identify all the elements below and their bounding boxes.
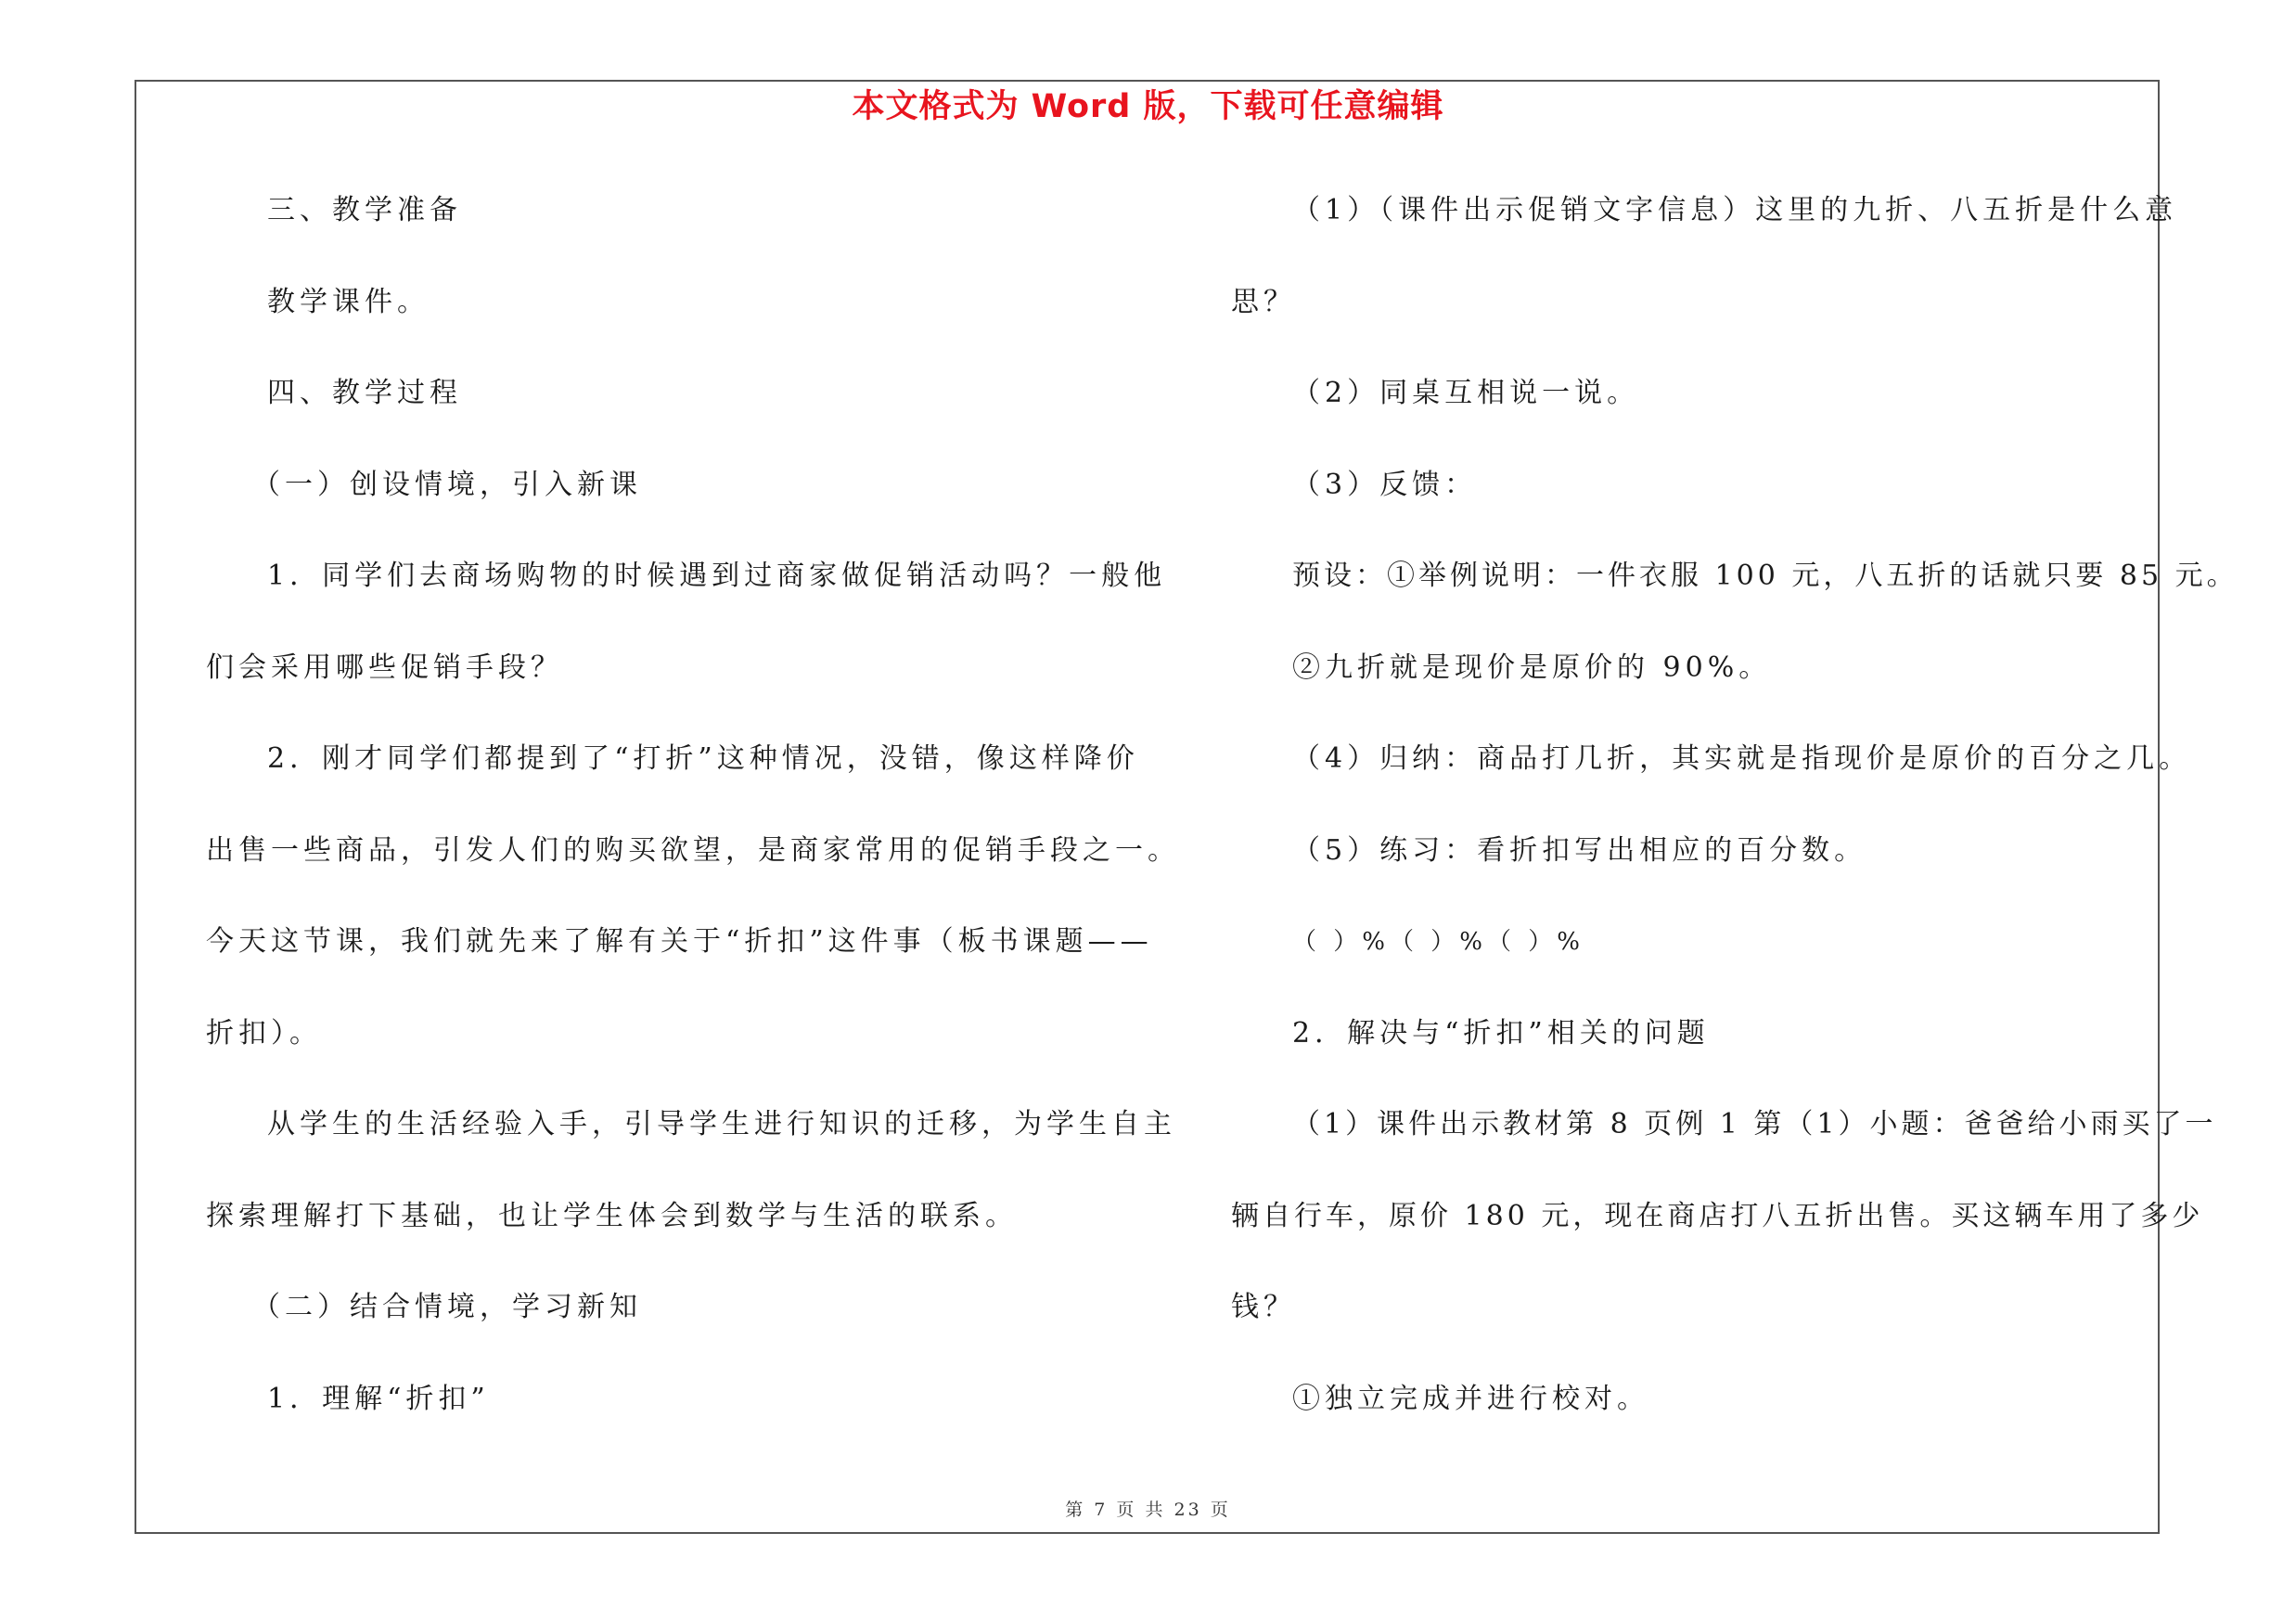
paragraph-line: （4）归纳：商品打几折，其实就是指现价是原价的百分之几。	[1292, 742, 2192, 775]
paragraph-line: ①独立完成并进行校对。	[1292, 1382, 1649, 1415]
paragraph-line: （一）创设情境，引入新课	[252, 468, 642, 501]
paragraph-line: 四、教学过程	[267, 377, 462, 409]
paragraph-line: 钱？	[1231, 1291, 1296, 1323]
paragraph-line: 辆自行车，原价 180 元，现在商店打八五折出售。买这辆车用了多少	[1231, 1199, 2204, 1232]
paragraph-line: 折扣）。	[206, 1016, 322, 1050]
paragraph-line: ②九折就是现价是原价的 90%。	[1292, 650, 1772, 684]
paragraph-line: （1）（课件出示促销文字信息）这里的九折、八五折是什么意	[1292, 194, 2178, 226]
paragraph-line: （3）反馈：	[1292, 468, 1478, 501]
paragraph-line: 1．同学们去商场购物的时候遇到过商家做促销活动吗？一般他	[267, 560, 1167, 592]
paragraph-line: 探索理解打下基础，也让学生体会到数学与生活的联系。	[206, 1199, 1018, 1232]
paragraph-line: 2．解决与“折扣”相关的问题	[1292, 1016, 1710, 1050]
paragraph-line: 出售一些商品，引发人们的购买欲望，是商家常用的促销手段之一。	[206, 833, 1180, 867]
paragraph-line: 预设：①举例说明：一件衣服 100 元，八五折的话就只要 85 元。	[1292, 560, 2238, 592]
paragraph-line: 三、教学准备	[267, 194, 462, 226]
paragraph-line: 思？	[1231, 285, 1296, 318]
paragraph-line: 今天这节课，我们就先来了解有关于“折扣”这件事（板书课题——	[206, 925, 1153, 958]
paragraph-line: （2）同桌互相说一说。	[1292, 377, 1640, 409]
paragraph-line: 教学课件。	[267, 285, 430, 318]
right-column	[1231, 184, 2238, 1463]
paragraph-line: （ ）%（ ）%（ ）%	[1292, 928, 1584, 956]
paragraph-line: 2．刚才同学们都提到了“打折”这种情况，没错，像这样降价	[267, 742, 1139, 775]
page-footer: 第 7 页 共 23 页	[1065, 1500, 1231, 1520]
paragraph-line: （5）练习：看折扣写出相应的百分数。	[1292, 833, 1867, 867]
paragraph-line: 们会采用哪些促销手段？	[206, 650, 563, 684]
paragraph-line: （二）结合情境，学习新知	[252, 1291, 642, 1323]
paragraph-line: 1．理解“折扣”	[267, 1382, 490, 1415]
paragraph-line: （1）课件出示教材第 8 页例 1 第（1）小题：爸爸给小雨买了一	[1292, 1108, 2217, 1140]
header-banner: 本文格式为 Word 版，下载可任意编辑	[852, 88, 1444, 125]
left-column	[206, 184, 1180, 1463]
paragraph-line: 从学生的生活经验入手，引导学生进行知识的迁移，为学生自主	[267, 1108, 1176, 1140]
